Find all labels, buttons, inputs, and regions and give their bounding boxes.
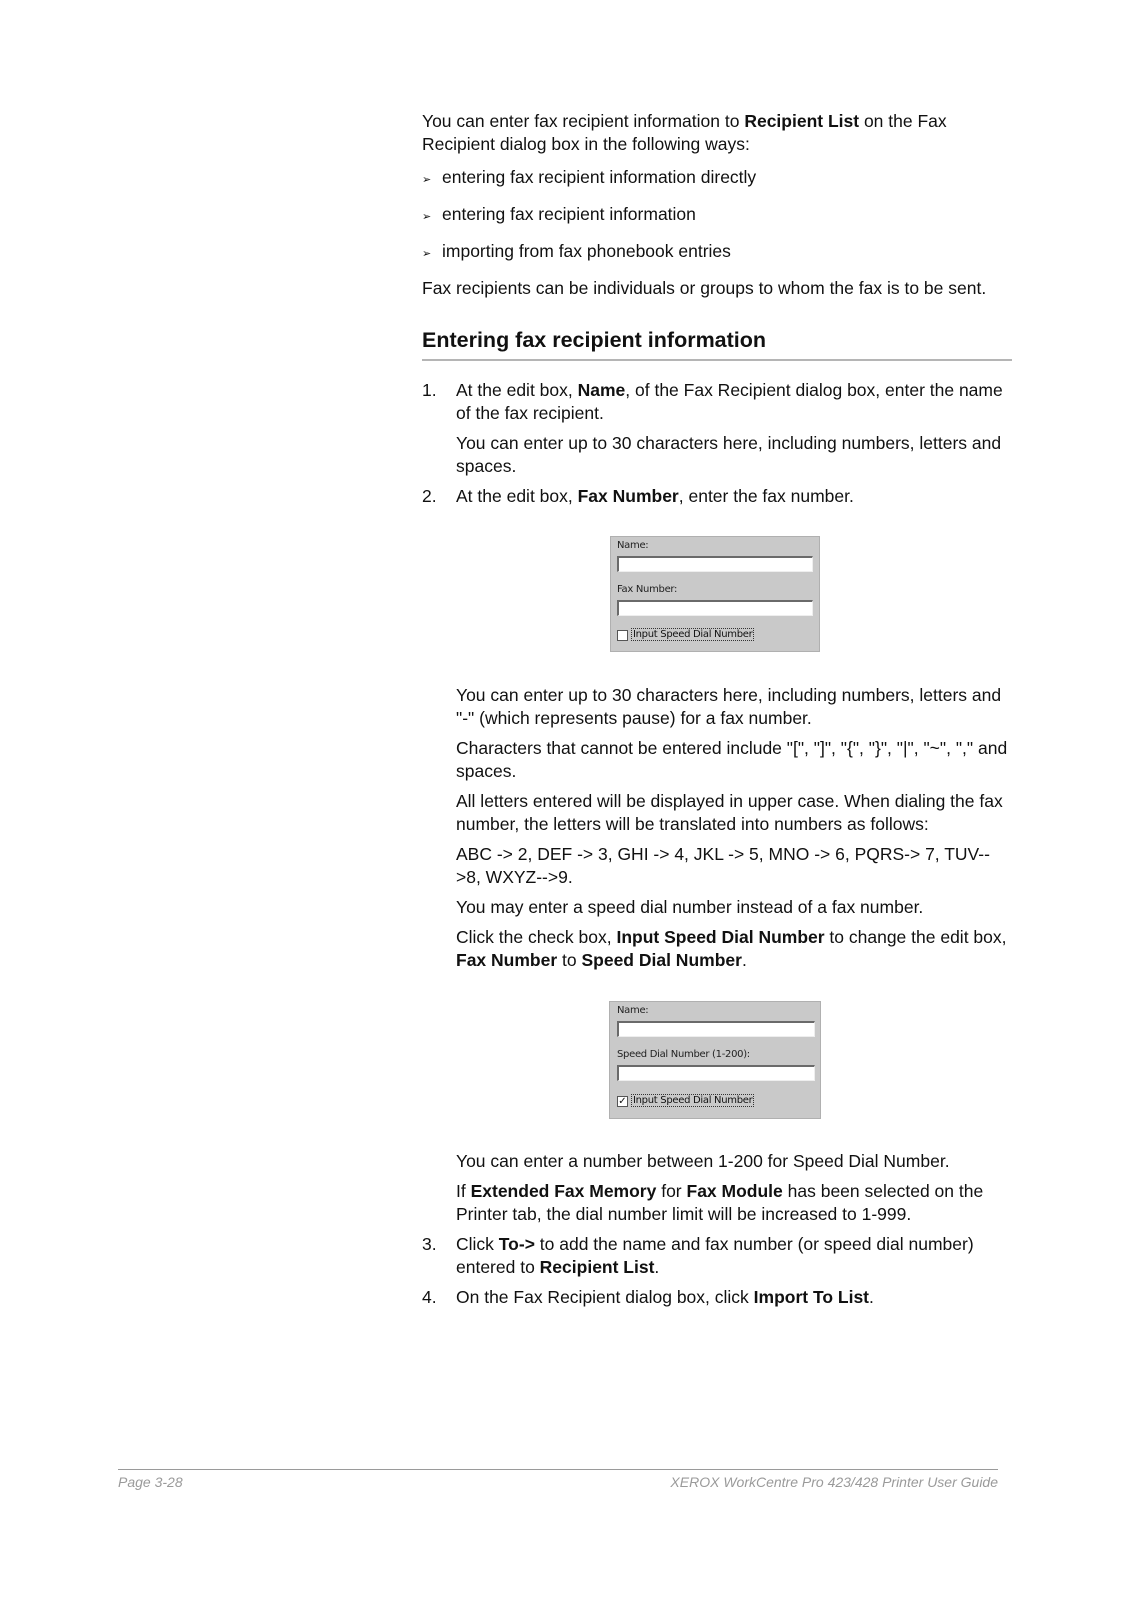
arrow-bullet-icon: ➢ [422,248,432,260]
step-4-text: On the Fax Recipient dialog box, click Import To List. [456,1287,874,1307]
name-field [617,556,813,572]
speed-dial-checkbox-checked: ✓ [618,1096,627,1107]
arrow-bullet-icon: ➢ [422,211,432,223]
steps-list [422,379,1012,1316]
note-range: You can enter a number between 1-200 for Speed Dial Number. [456,1151,950,1171]
list-item: ➢ entering fax recipient information directly [422,166,1012,192]
note-extended-memory: If Extended Fax Memory for Fax Module has been selected on the Printer tab, the dial number limit will be increased to 1-999. [456,1181,984,1224]
speed-dial-number-label: Speed Dial Number (1-200): [617,1049,750,1060]
arrow-bullet-icon: ➢ [422,174,432,186]
speed-dial-notes [456,1150,1012,1226]
step-2-text: At the edit box, Fax Number, enter the fax number. [456,486,854,506]
fax-number-notes [456,684,1012,972]
note-length: You can enter up to 30 characters here, including numbers, letters and "-" (which represents pause) for a fax number. [456,685,1002,728]
note-checkbox: Click the check box, Input Speed Dial Number to change the edit box, Fax Number to Speed Dial Number. [456,927,1007,970]
note-uppercase: All letters entered will be displayed in upper case. When dialing the fax number, the letters will be translated into numbers as follows: [456,791,1003,834]
fax-number-label: Fax Number: [617,584,678,595]
note-invalid-chars: Characters that cannot be entered include "[", "]", "{", "}", "|", "~", "," and spaces. [456,738,1008,781]
name-label: Name: [617,1005,649,1016]
note-speed-dial: You may enter a speed dial number instead of a fax number. [456,897,924,917]
page-footer [118,1469,998,1490]
speed-dial-number-field [617,1065,815,1081]
main-content [422,110,1012,1316]
speed-dial-dialog-screenshot [609,1001,821,1119]
step-3-text: Click To-> to add the name and fax number (or speed dial number) entered to Recipient List. [456,1234,974,1277]
guide-title: XEROX WorkCentre Pro 423/428 Printer User Guide [670,1474,998,1490]
step-1-note: You can enter up to 30 characters here, including numbers, letters and spaces. [456,433,1002,476]
name-label: Name: [617,540,649,551]
section-heading: Entering fax recipient information [422,328,1012,361]
recipients-paragraph: Fax recipients can be individuals or groups to whom the fax is to be sent. [422,278,987,298]
page-number: Page 3-28 [118,1474,183,1490]
intro-paragraph: You can enter fax recipient information to Recipient List on the Fax Recipient dialog box in the following ways: [422,111,947,154]
fax-number-dialog-screenshot [610,536,820,652]
step-3: 3. Click To-> to add the name and fax number (or speed dial number) entered to Recipient List. [422,1233,1012,1286]
step-1: 1. At the edit box, Name, of the Fax Recipient dialog box, enter the name of the fax recipient. You can enter up to 30 characters here, including numbers, letters and spaces. [422,379,1012,485]
step-4: 4. On the Fax Recipient dialog box, click Import To List. [422,1286,1012,1316]
name-field [617,1021,815,1037]
step-1-text: At the edit box, Name, of the Fax Recipient dialog box, enter the name of the fax recipient. [456,380,1003,423]
step-2: 2. At the edit box, Fax Number, enter the fax number. [422,485,1012,515]
note-letter-mapping: ABC -> 2, DEF -> 3, GHI -> 4, JKL -> 5, MNO -> 6, PQRS-> 7, TUV-->8, WXYZ-->9. [456,844,990,887]
ways-list [422,166,1012,266]
speed-dial-checkbox-label: Input Speed Dial Number [633,629,753,640]
list-item: ➢ importing from fax phonebook entries [422,240,1012,266]
fax-number-field [617,600,813,616]
list-item: ➢ entering fax recipient information [422,203,1012,229]
speed-dial-checkbox [617,630,628,641]
speed-dial-checkbox-label: Input Speed Dial Number [633,1095,753,1106]
